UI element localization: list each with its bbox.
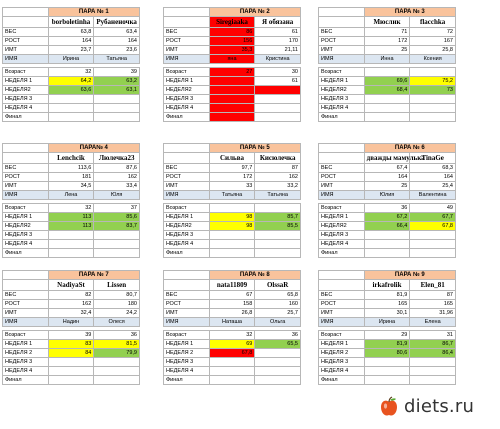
pair-title: ПАРА № 2 [209,8,300,17]
label-weight: ВЕС [3,28,49,37]
pair-title: ПАРА № 8 [209,271,300,280]
nick: Я обязана [255,17,301,28]
nick: flacchka [410,17,456,28]
pair-title: ПАРА № 5 [209,144,300,153]
pair-title: ПАРА№ 4 [48,144,139,153]
nick: Кисюлечка [255,153,301,164]
brand-text: diets.ru [404,396,475,417]
nick: OlssaR [255,280,301,291]
apple-icon [378,396,400,418]
nick: nata11809 [209,280,255,291]
pair-title: ПАРА № 1 [48,8,139,17]
nick: NadiyaSt [48,280,94,291]
pair-card-6: ПАРА № 6 дважды мамулька TinaGe ВЕС 67,4 68,3 РОСТ 164 164 ИМТ 25 25,4 ИМЯ Юлия Валентина Возраст 36 49 НЕДЕЛЯ 1 67,2 67,7 НЕДЕЛЯ2 66,4 67,8 НЕДЕЛЯ 3 НЕДЕЛЯ 4 Финал [318,143,456,258]
nick: Lenchcik [48,153,94,164]
nick: irkafrolik [364,280,410,291]
nick: Мюслик [364,17,410,28]
nick: Люлечка23 [94,153,140,164]
pair-card-4: ПАРА№ 4 Lenchcik Люлечка23 ВЕС 113,6 87,6 РОСТ 181 162 ИМТ 34,5 33,4 ИМЯ Лена Юля Возраст 32 37 НЕДЕЛЯ 1 113 85,6 НЕДЕЛЯ2 113 83,7 НЕДЕЛЯ 3 НЕДЕЛЯ 4 Финал [2,143,140,258]
nick: Elen_81 [410,280,456,291]
pair-title: ПАРА № 7 [48,271,139,280]
pair-title: ПАРА № 3 [364,8,455,17]
nick: Рубаненочка [94,17,140,28]
pair-card-5: ПАРА № 5 Сильва Кисюлечка ВЕС 97,7 87 РОСТ 172 162 ИМТ 33 33,2 ИМЯ Татьяна Татьяна Возраст НЕДЕЛЯ 1 98 85,7 НЕДЕЛЯ2 98 85,5 НЕДЕЛЯ 3 НЕДЕЛЯ 4 Финал [163,143,301,258]
nick: Lissen [94,280,140,291]
diets-watermark [378,394,496,422]
pair-card-9: ПАРА № 9 irkafrolik Elen_81 ВЕС 81,9 87 РОСТ 165 165 ИМТ 30,1 31,96 ИМЯ Ирина Елена Возраст 29 31 НЕДЕЛЯ 1 81,9 86,7 НЕДЕЛЯ 2 80,6 86,4 НЕДЕЛЯ 3 НЕДЕЛЯ 4 Финал [318,270,456,385]
label-name: ИМЯ [3,55,49,64]
label-age: Возраст [3,68,49,77]
pair-title: ПАРА № 9 [364,271,455,280]
nick: borboletinha [48,17,94,28]
nick: TinaGe [410,153,456,164]
nick: дважды мамулька [364,153,410,164]
pair-card-1: ПАРА № 1 borboletinha Рубаненочка ВЕС 63,8 63,4 РОСТ 164 164 ИМТ 23,7 23,6 ИМЯ Ирина Татьяна Возраст 32 39 НЕДЕЛЯ 1 64,2 63,2 НЕДЕЛЯ2 63,6 63,1 НЕДЕЛЯ 3 НЕДЕЛЯ 4 Финал [2,7,140,122]
label-height: РОСТ [3,37,49,46]
pair-card-2: ПАРА № 2 Siregiaaka Я обязана ВЕС 86 61 РОСТ 156 170 ИМТ 35,3 21,11 ИМЯ яна Кристина Возраст 27 30 НЕДЕЛЯ 1 61 НЕДЕЛЯ2 НЕДЕЛЯ 3 НЕДЕЛЯ 4 Финал [163,7,301,122]
nick: Сильва [209,153,255,164]
pair-card-3: ПАРА № 3 Мюслик flacchka ВЕС 71 72 РОСТ 172 167 ИМТ 25 25,8 ИМЯ Инна Ксения Возраст НЕДЕЛЯ 1 69,6 75,2 НЕДЕЛЯ2 68,4 73 НЕДЕЛЯ 3 НЕДЕЛЯ 4 Финал [318,7,456,122]
pair-card-7: ПАРА № 7 NadiyaSt Lissen ВЕС 82 80,7 РОСТ 162 180 ИМТ 32,4 24,2 ИМЯ Надин Олеся Возраст 39 36 НЕДЕЛЯ 1 83 81,5 НЕДЕЛЯ 2 84 79,9 НЕДЕЛЯ 3 НЕДЕЛЯ 4 Финал [2,270,140,385]
pair-card-8: ПАРА № 8 nata11809 OlssaR ВЕС 67 65,8 РОСТ 158 160 ИМТ 26,8 25,7 ИМЯ Наташа Ольга Возраст 32 36 НЕДЕЛЯ 1 69 65,5 НЕДЕЛЯ 2 67,8 НЕДЕЛЯ 3 НЕДЕЛЯ 4 Финал [163,270,301,385]
label-bmi: ИМТ [3,46,49,55]
nick: Siregiaaka [209,17,255,28]
pair-title: ПАРА № 6 [364,144,455,153]
